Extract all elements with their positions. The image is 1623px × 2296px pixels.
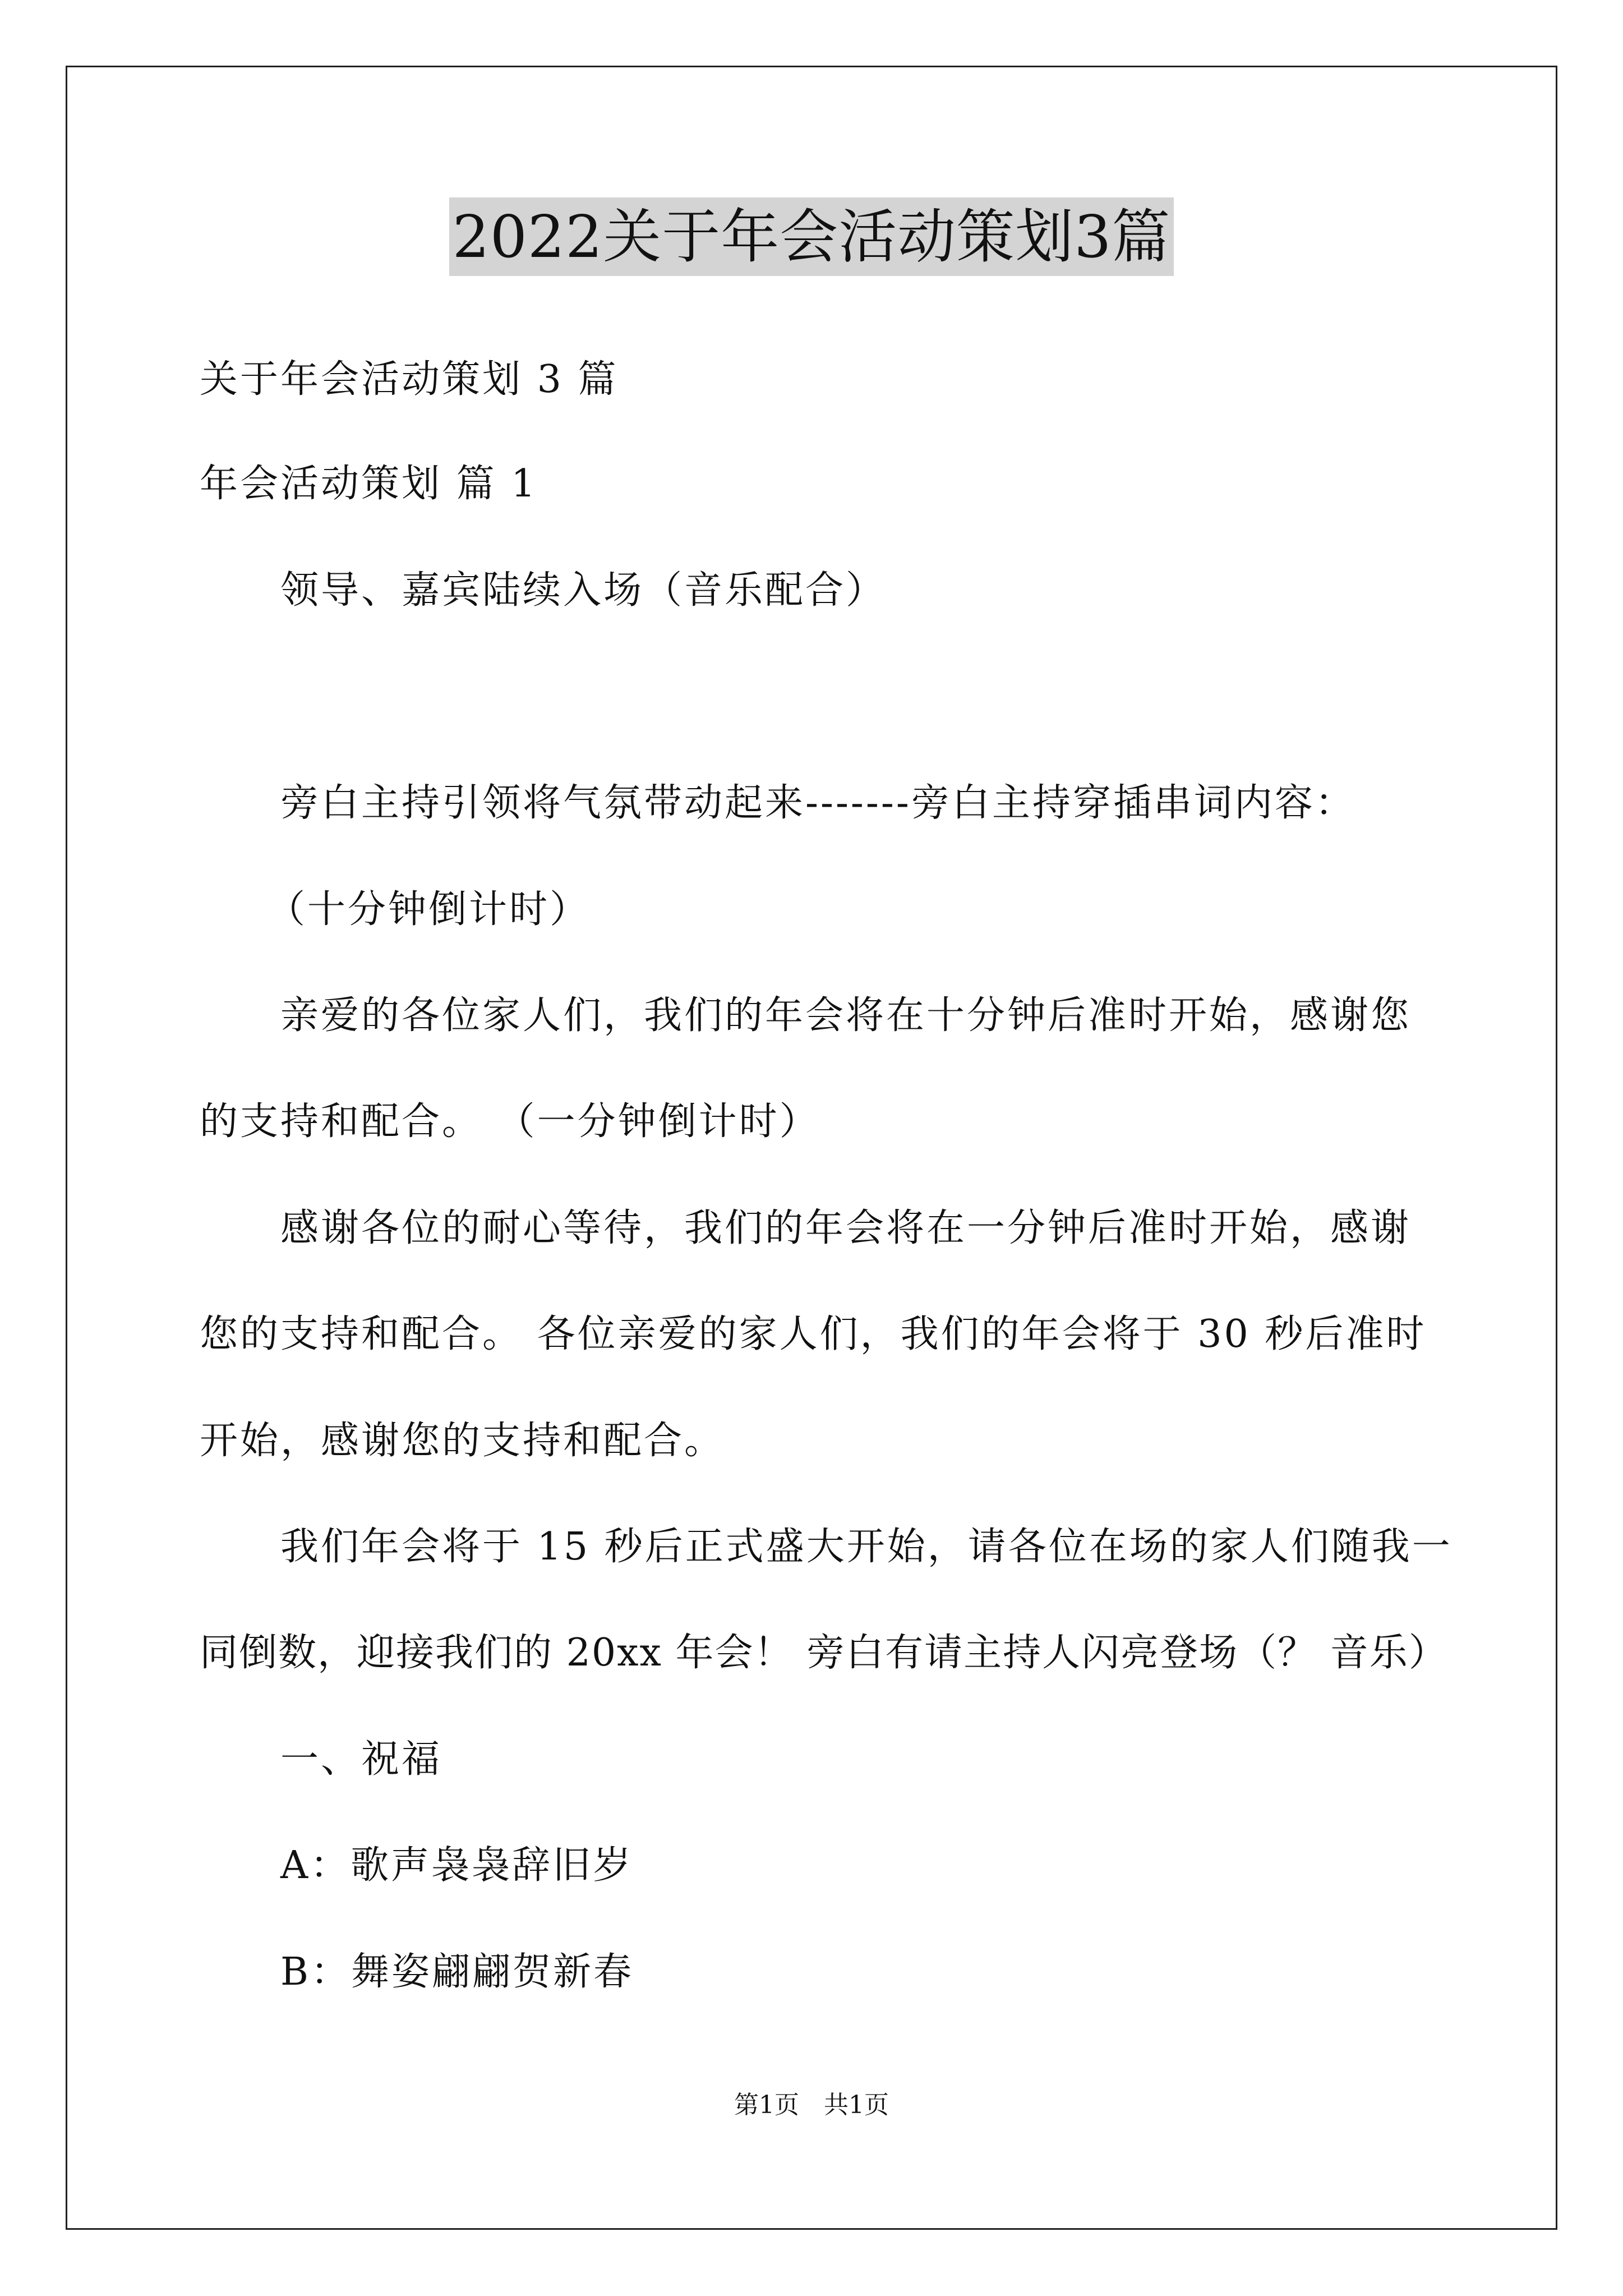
section-item: 一、祝福 [280, 1737, 442, 1782]
paragraph-line: 的支持和配合。 （一分钟倒计时） [200, 1099, 820, 1144]
paragraph-line: 旁白主持引领将气氛带动起来-------旁白主持穿插串词内容： [280, 781, 1355, 825]
section-item: B：舞姿翩翩贺新春 [280, 1950, 634, 1994]
document-title: 2022关于年会活动策划3篇 [449, 197, 1174, 276]
subtitle-line: 关于年会活动策划 3 篇 [200, 357, 619, 402]
paragraph-line: 感谢各位的耐心等待，我们的年会将在一分钟后准时开始，感谢 [280, 1206, 1412, 1250]
paragraph-line: （十分钟倒计时） [267, 887, 591, 932]
paragraph-line: 您的支持和配合。 各位亲爱的家人们，我们的年会将于 30 秒后准时 [200, 1312, 1427, 1356]
paragraph-line: 开始，感谢您的支持和配合。 [200, 1419, 725, 1463]
page-footer: 第1页 共1页 [734, 2091, 889, 2119]
section-heading: 年会活动策划 篇 1 [200, 462, 538, 506]
title-container [0, 197, 1623, 276]
paragraph-line: 亲爱的各位家人们，我们的年会将在十分钟后准时开始，感谢您 [280, 993, 1412, 1038]
paragraph-line: 同倒数，迎接我们的 20xx 年会！ 旁白有请主持人闪亮登场（？ 音乐） [200, 1631, 1448, 1675]
section-item: A：歌声袅袅辞旧岁 [280, 1843, 634, 1888]
paragraph-line: 领导、嘉宾陆续入场（音乐配合） [280, 568, 887, 613]
paragraph-line: 我们年会将于 15 秒后正式盛大开始，请各位在场的家人们随我一 [280, 1525, 1453, 1569]
